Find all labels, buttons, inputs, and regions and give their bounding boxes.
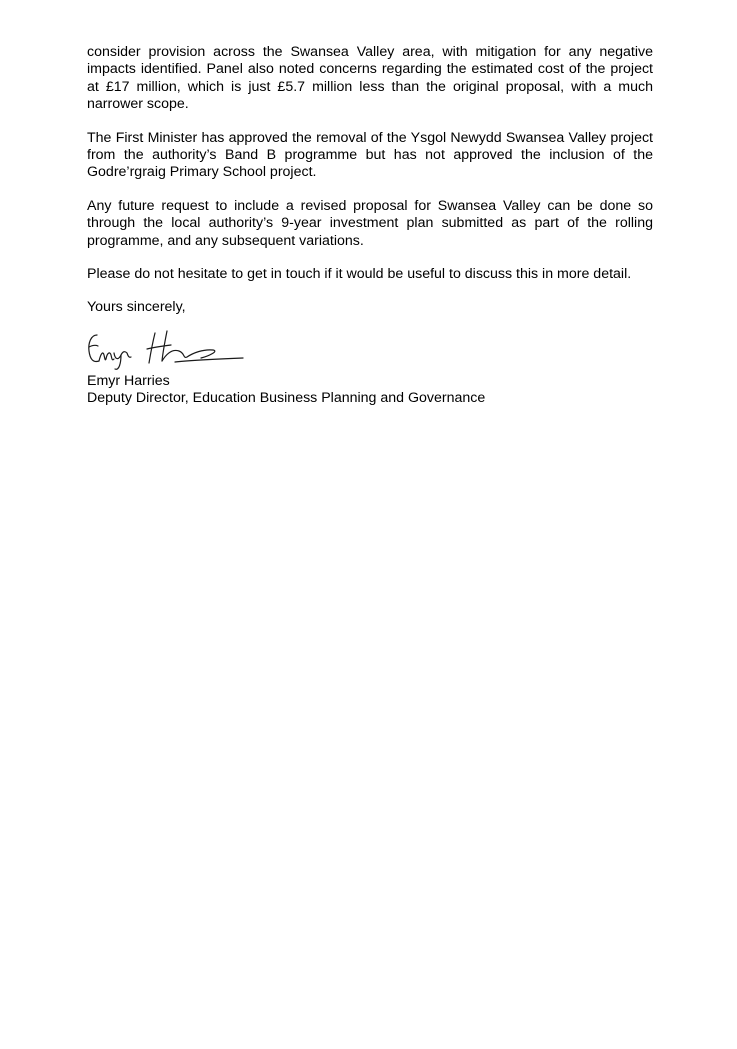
letter-body — [87, 44, 653, 408]
signatory-name: Emyr Harries — [87, 372, 170, 389]
paragraph-future-request: Any future request to include a revised proposal for Swansea Valley can be done so through the local authority’s 9-year investment plan submitted as part of the rolling programme, and any subsequent variations. — [87, 197, 653, 249]
closing-salutation: Yours sincerely, — [87, 299, 186, 316]
paragraph-approval-decision: The First Minister has approved the removal of the Ysgol Newydd Swansea Valley project from the authority’s Band B programme but has not approved the inclusion of the Godre’rgraig Primary School project. — [87, 129, 653, 181]
paragraph-contact: Please do not hesitate to get in touch if it would be useful to discuss this in more detail. — [87, 266, 632, 283]
paragraph-panel-concerns: consider provision across the Swansea Valley area, with mitigation for any negative impacts identified. Panel also noted concerns regarding the estimated cost of the project at £17 million, which is just £5.7 million less than the original proposal, with a much narrower scope. — [87, 44, 653, 113]
signatory-title: Deputy Director, Education Business Planning and Governance — [87, 390, 486, 407]
signatory-block — [87, 373, 653, 408]
handwritten-signature-icon — [83, 323, 253, 373]
